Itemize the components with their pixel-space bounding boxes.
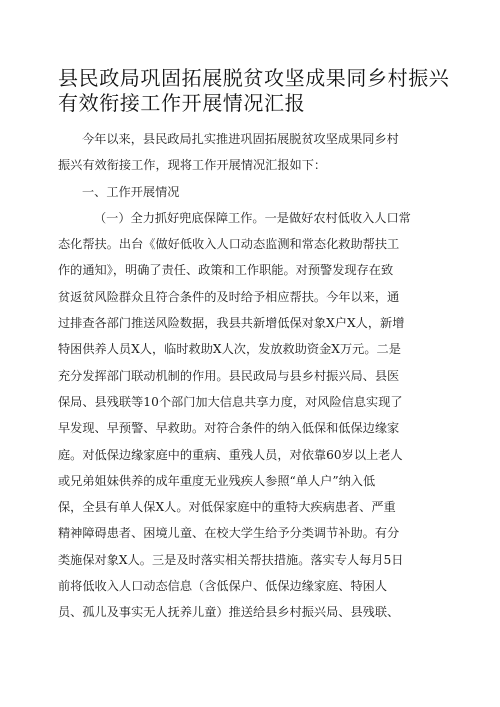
body-text-line: 作的通知》，明确了责任、政策和工作职能。对预警发现存在致 bbox=[58, 263, 394, 278]
document-body bbox=[58, 126, 442, 626]
body-text-line: 一、工作开展情况 bbox=[82, 184, 180, 199]
body-text-line: 庭。对低保边缘家庭中的重病、重残人员，对依靠60岁以上老人 bbox=[58, 447, 403, 462]
title-line: 有效衔接工作开展情况汇报 bbox=[58, 91, 306, 115]
document-title bbox=[58, 66, 448, 116]
body-text-line: 贫返贫风险群众且符合条件的及时给予相应帮扶。今年以来，通 bbox=[58, 289, 400, 304]
body-text-line: 精神障碍患者、困境儿童、在校大学生给予分类调节补助。有分 bbox=[58, 526, 400, 541]
body-text-line: 或兄弟姐妹供养的成年重度无业残疾人参照“单人户”纳入低 bbox=[58, 473, 376, 488]
body-text-line: 保，全县有单人保X人。对低保家庭中的重特大疾病患者、严重 bbox=[58, 500, 396, 515]
body-text-line: 保局、县残联等10个部门加大信息共享力度，对风险信息实现了 bbox=[58, 394, 403, 409]
body-text-line: 今年以来，县民政局扎实推进巩固拓展脱贫攻坚成果同乡村 bbox=[82, 132, 399, 146]
body-text-line: 过排查各部门推送风险数据，我县共新增低保对象X户X人，新增 bbox=[58, 316, 405, 331]
title-line: 县民政局巩固拓展脱贫攻坚成果同乡村振兴 bbox=[58, 66, 450, 90]
body-text-line: 态化帮扶。出台《做好低收入人口动态监测和常态化救助帮扶工 bbox=[58, 237, 400, 252]
body-text-line: 类施保对象X人。三是及时落实相关帮扶措施。落实专人每月5日 bbox=[58, 552, 404, 567]
body-text-line: （一）全力抓好兜底保障工作。一是做好农村低收入人口常 bbox=[94, 210, 411, 225]
body-text-line: 员、孤儿及事实无人抚养儿童）推送给县乡村振兴局、县残联、 bbox=[58, 605, 400, 620]
body-text-line: 特困供养人员X人，临时救助X人次，发放救助资金X万元。二是 bbox=[58, 342, 401, 357]
body-text-line: 振兴有效衔接工作，现将工作开展情况汇报如下： bbox=[58, 158, 327, 173]
body-text-line: 早发现、早预警、早救助。对符合条件的纳入低保和低保边缘家 bbox=[58, 421, 400, 436]
body-text-line: 充分发挥部门联动机制的作用。县民政局与县乡村振兴局、县医 bbox=[58, 368, 400, 383]
body-text-line: 前将低收入人口动态信息（含低保户、低保边缘家庭、特困人 bbox=[58, 579, 388, 594]
